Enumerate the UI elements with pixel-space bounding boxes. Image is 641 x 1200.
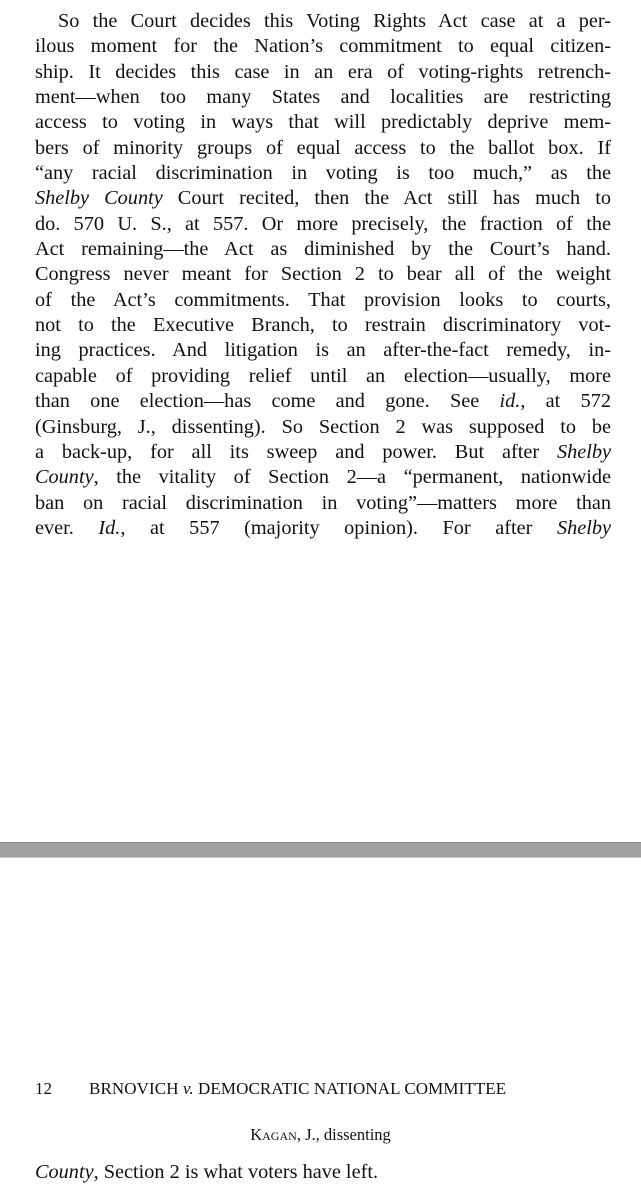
body-paragraph (35, 9, 611, 541)
author-suffix: , J., dissenting (296, 1125, 391, 1144)
text-line: Shelby County Court recited, then the Act still has much to (35, 187, 612, 210)
running-head (35, 1079, 611, 1099)
case-title: BRNOVICH v. DEMOCRATIC NATIONAL COMMITTEE (89, 1079, 507, 1098)
page-divider (0, 842, 641, 858)
author-line (0, 1125, 641, 1145)
text-line: not to the Executive Branch, to restrain discriminatory vot- (35, 314, 611, 337)
text-line: a back-up, for all its sweep and power. But after Shelby (35, 440, 611, 463)
text-line: ban on racial discrimination in voting”—matters more than (35, 491, 611, 514)
text-line: of the Act’s commitments. That provision looks to courts, (35, 288, 611, 311)
text-line: “any racial discrimination in voting is too much,” as the (35, 162, 611, 185)
text-line: Congress never meant for Section 2 to bear all of the weight (35, 263, 611, 286)
text-line: So the Court decides this Voting Rights Act case at a per- (58, 10, 611, 32)
text-line: Act remaining—the Act as diminished by the Court’s hand. (35, 238, 611, 261)
text-line: do. 570 U. S., at 557. Or more precisely, the fraction of the (35, 212, 611, 235)
text-line: capable of providing relief until an election—usually, more (35, 364, 611, 387)
continued-rest: , Section 2 is what voters have left. (93, 1161, 379, 1183)
text-line: ship. It decides this case in an era of voting-rights retrench- (35, 60, 611, 83)
text-line: access to voting in ways that will predictably deprive mem- (35, 111, 611, 134)
text-line: (Ginsburg, J., dissenting). So Section 2 was supposed to be (35, 415, 611, 438)
continued-italic: County (35, 1161, 94, 1183)
text-line: ment—when too many States and localities are restricting (35, 86, 611, 109)
text-line: ing practices. And litigation is an after-the-fact remedy, in- (35, 339, 611, 362)
text-line: ever. Id., at 557 (majority opinion). For after Shelby (35, 516, 611, 539)
text-line: than one election—has come and gone. See id., at 572 (35, 390, 611, 413)
page-number: 12 (35, 1079, 52, 1098)
text-line: County, the vitality of Section 2—a “permanent, nationwide (35, 466, 611, 489)
text-line: ilous moment for the Nation’s commitment to equal citizen- (35, 35, 611, 58)
page-bottom (0, 858, 641, 1200)
text-line: bers of minority groups of equal access to the ballot box. If (35, 136, 611, 159)
continued-text (35, 1160, 611, 1185)
author-name: Kagan (250, 1125, 297, 1144)
